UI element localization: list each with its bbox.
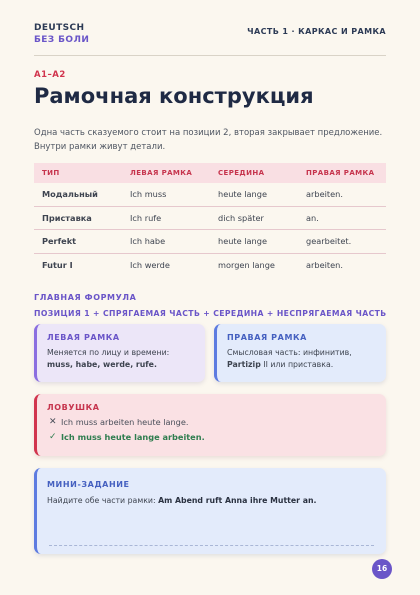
page-title: Рамочная конструкция	[34, 84, 314, 108]
page-header	[34, 22, 386, 56]
table-header-cell: СЕРЕДИНА	[218, 169, 265, 177]
table-cell: Ich muss	[130, 189, 167, 200]
brand-line-1: DEUTSCH	[34, 23, 85, 33]
table-cell: gearbeitet.	[306, 236, 352, 247]
table-cell: arbeiten.	[306, 189, 343, 200]
cross-icon: ✕	[49, 417, 57, 427]
table-cell: Приставка	[42, 212, 92, 223]
trap-box	[34, 394, 386, 456]
table-cell: Perfekt	[42, 236, 77, 247]
task-heading: МИНИ-ЗАДАНИЕ	[47, 480, 130, 489]
task-sentence: Am Abend ruft Anna ihre Mutter an.	[158, 496, 317, 505]
table-body	[34, 183, 386, 277]
trap-right-text: Ich muss heute lange arbeiten.	[61, 432, 205, 442]
left-frame-text	[47, 347, 197, 371]
brand-logo	[34, 22, 89, 46]
trap-wrong-example	[49, 417, 386, 427]
left-frame-examples: muss, habe, werde, rufe.	[47, 360, 157, 369]
trap-right-example	[49, 432, 386, 442]
right-frame-text	[227, 347, 378, 371]
level-badge: A1–A2	[34, 70, 66, 80]
frame-table	[34, 163, 386, 277]
table-row	[34, 230, 386, 254]
answer-line[interactable]	[49, 545, 374, 546]
chapter-label: ЧАСТЬ 1 · КАРКАС И РАМКА	[247, 27, 386, 36]
table-row	[34, 254, 386, 278]
table-cell: dich später	[218, 212, 264, 223]
table-cell: Ich rufe	[130, 212, 162, 223]
mini-task-box	[34, 468, 386, 554]
left-frame-description: Меняется по лицу и времени:	[47, 348, 170, 357]
check-icon: ✓	[49, 432, 57, 442]
table-cell: heute lange	[218, 236, 267, 247]
page-number-badge: 16	[372, 559, 392, 579]
table-row	[34, 207, 386, 231]
right-frame-rest: II или приставка.	[260, 360, 334, 369]
table-cell: Ich habe	[130, 236, 166, 247]
right-frame-description: Смысловая часть: инфинитив,	[227, 348, 352, 357]
intro-text: Одна часть сказуемого стоит на позиции 2, вторая закрывает предложение. Внутри рамки живут детали.	[34, 128, 383, 152]
table-cell: Модальный	[42, 189, 98, 200]
left-frame-box	[34, 324, 205, 382]
table-cell: an.	[306, 212, 319, 223]
table-cell: morgen lange	[218, 260, 275, 271]
table-cell: heute lange	[218, 189, 267, 200]
table-cell: Futur I	[42, 260, 73, 271]
table-header-cell: ПРАВАЯ РАМКА	[306, 169, 375, 177]
brand-line-2: БЕЗ БОЛИ	[34, 35, 90, 45]
table-cell: Ich werde	[130, 260, 170, 271]
table-header-cell: ЛЕВАЯ РАМКА	[130, 169, 193, 177]
table-header-row	[34, 163, 386, 183]
right-frame-box	[214, 324, 386, 382]
table-row	[34, 183, 386, 207]
right-frame-heading: ПРАВАЯ РАМКА	[227, 333, 307, 342]
trap-wrong-text: Ich muss arbeiten heute lange.	[61, 417, 189, 427]
task-text	[47, 495, 378, 507]
left-frame-heading: ЛЕВАЯ РАМКА	[47, 333, 120, 342]
formula-heading: ГЛАВНАЯ ФОРМУЛА	[34, 293, 137, 302]
trap-heading: ЛОВУШКА	[47, 403, 100, 412]
right-frame-partizip: Partizip	[227, 360, 261, 369]
task-prompt: Найдите обе части рамки:	[47, 496, 159, 505]
formula-text: ПОЗИЦИЯ 1 + СПРЯГАЕМАЯ ЧАСТЬ + СЕРЕДИНА + НЕСПРЯГАЕМАЯ ЧАСТЬ	[34, 309, 387, 318]
table-header-cell: ТИП	[42, 169, 60, 177]
table-cell: arbeiten.	[306, 260, 343, 271]
